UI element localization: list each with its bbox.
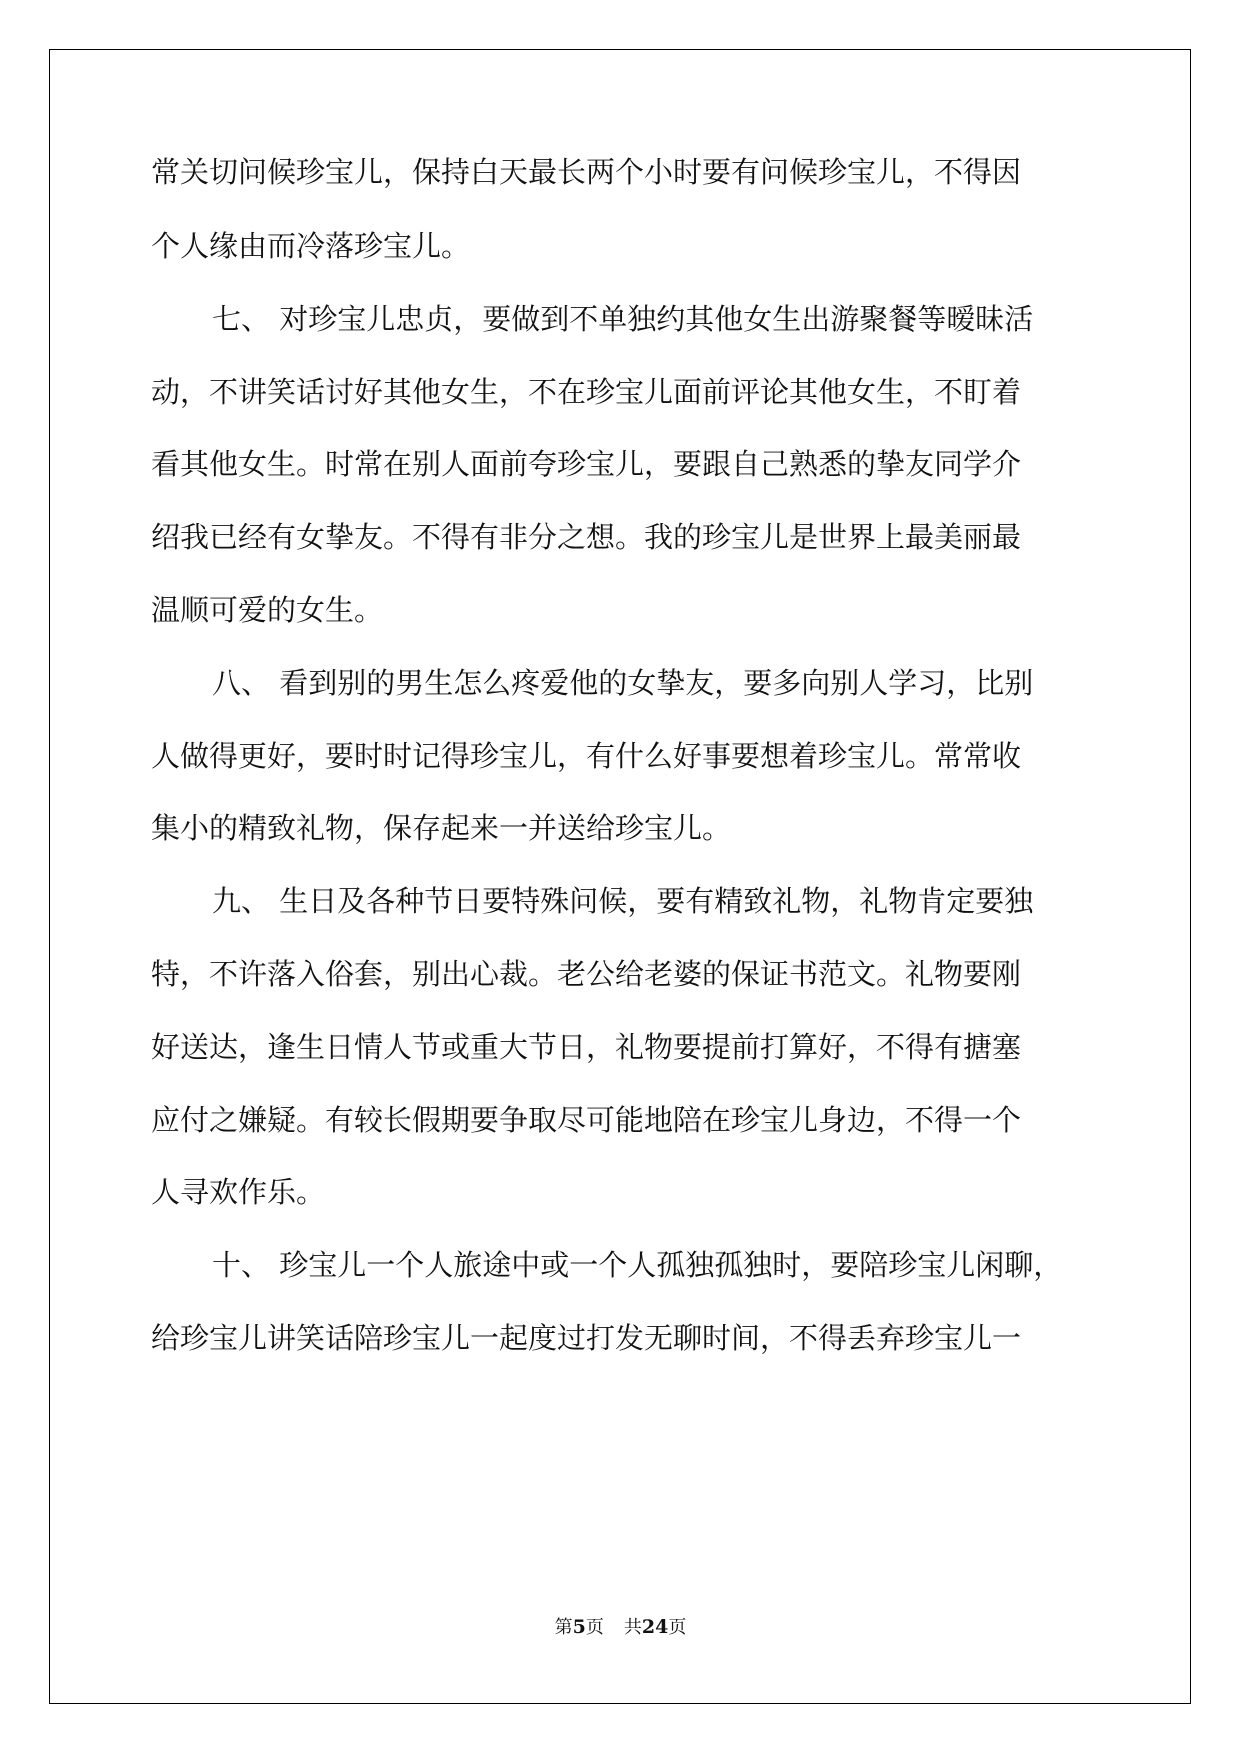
- text-line: 集小的精致礼物，保存起来一并送给珍宝儿。: [151, 811, 732, 845]
- page-prefix: 第: [554, 1617, 573, 1638]
- page-suffix: 页: [585, 1617, 604, 1638]
- text-line: 应付之嫌疑。有较长假期要争取尽可能地陪在珍宝儿身边，不得一个: [151, 1103, 1022, 1137]
- text-line: 十、 珍宝儿一个人旅途中或一个人孤独孤独时，要陪珍宝儿闲聊，: [212, 1248, 1063, 1282]
- total-suffix: 页: [668, 1617, 687, 1638]
- text-line: 特，不许落入俗套，别出心裁。老公给老婆的保证书范文。礼物要刚: [151, 957, 1022, 991]
- text-line: 人做得更好，要时时记得珍宝儿，有什么好事要想着珍宝儿。常常收: [151, 739, 1022, 773]
- page-border: [49, 49, 1191, 1704]
- text-line: 九、 生日及各种节日要特殊问候，要有精致礼物，礼物肯定要独: [212, 884, 1034, 918]
- total-prefix: 共: [623, 1617, 642, 1638]
- total-pages: 24: [641, 1616, 669, 1638]
- text-line: 常关切问候珍宝儿，保持白天最长两个小时要有问候珍宝儿，不得因: [151, 155, 1022, 189]
- text-line: 好送达，逢生日情人节或重大节日，礼物要提前打算好，不得有搪塞: [151, 1030, 1022, 1064]
- text-line: 个人缘由而冷落珍宝儿。: [151, 229, 471, 263]
- text-line: 七、 对珍宝儿忠贞，要做到不单独约其他女生出游聚餐等暧昧活: [212, 302, 1034, 336]
- page-footer: [0, 1615, 1241, 1640]
- text-line: 绍我已经有女挚友。不得有非分之想。我的珍宝儿是世界上最美丽最: [151, 520, 1022, 554]
- text-line: 八、 看到别的男生怎么疼爱他的女挚友，要多向别人学习，比别: [212, 666, 1034, 700]
- text-line: 看其他女生。时常在别人面前夸珍宝儿，要跟自己熟悉的挚友同学介: [151, 447, 1022, 481]
- text-line: 温顺可爱的女生。: [151, 593, 384, 627]
- text-line: 人寻欢作乐。: [151, 1175, 326, 1209]
- text-line: 动，不讲笑话讨好其他女生，不在珍宝儿面前评论其他女生，不盯着: [151, 375, 1022, 409]
- page-number: 5: [572, 1616, 586, 1638]
- text-line: 给珍宝儿讲笑话陪珍宝儿一起度过打发无聊时间，不得丢弃珍宝儿一: [151, 1321, 1022, 1355]
